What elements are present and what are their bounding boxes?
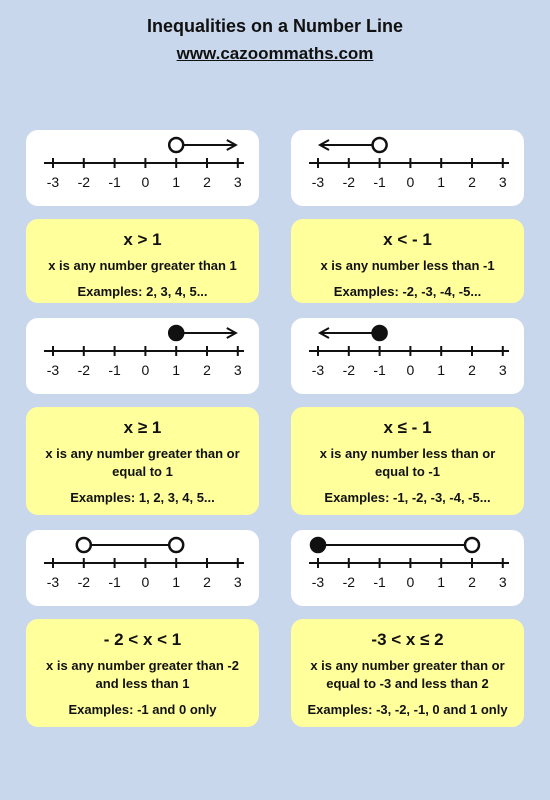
tick-label: 2 — [468, 174, 476, 190]
tick-label: -3 — [46, 574, 60, 590]
tick-label: -1 — [373, 362, 386, 378]
tick-label: -2 — [342, 574, 356, 590]
number-line-card-le-1 — [291, 318, 524, 394]
inequality-label: x < - 1 — [383, 230, 432, 249]
tick-label: 1 — [172, 174, 181, 190]
info-card-ge1 — [26, 407, 259, 515]
page-url[interactable]: www.cazoommaths.com — [176, 44, 374, 63]
inequality-description: x is any number greater than or equal to 1 — [45, 446, 240, 479]
tick-label: -3 — [46, 174, 60, 190]
inequality-examples: Examples: -3, -2, -1, 0 and 1 only — [307, 702, 508, 717]
tick-label: 3 — [233, 362, 242, 378]
tick-label: -2 — [77, 174, 91, 190]
number-line-le-1 — [291, 318, 524, 394]
tick-label: 0 — [406, 574, 415, 590]
inequality-label: - 2 < x < 1 — [103, 630, 182, 649]
tick-label: 2 — [468, 362, 476, 378]
open-endpoint — [465, 538, 479, 552]
inequality-examples: Examples: -1, -2, -3, -4, -5... — [324, 490, 491, 505]
tick-label: -2 — [342, 362, 356, 378]
tick-label: 0 — [141, 362, 150, 378]
tick-label: -2 — [77, 574, 91, 590]
tick-label: 2 — [203, 174, 211, 190]
page-title: Inequalities on a Number Line — [146, 16, 404, 36]
info-card-gt1 — [26, 219, 259, 303]
number-line-between-3-2 — [291, 530, 524, 606]
info-card-le-1 — [291, 407, 524, 515]
tick-label: 2 — [203, 574, 211, 590]
number-line-card-lt-1 — [291, 130, 524, 206]
tick-label: -3 — [311, 174, 325, 190]
info-card-between-3-2 — [291, 619, 524, 727]
tick-label: -3 — [311, 574, 325, 590]
number-line-card-ge1 — [26, 318, 259, 394]
tick-label: 1 — [172, 362, 181, 378]
inequality-label: -3 < x ≤ 2 — [371, 630, 444, 649]
number-line-gt1 — [26, 130, 259, 206]
tick-label: -1 — [373, 174, 386, 190]
inequality-description: x is any number less than or equal to -1 — [319, 446, 496, 479]
inequality-examples: Examples: 1, 2, 3, 4, 5... — [70, 490, 215, 505]
tick-label: 0 — [141, 174, 150, 190]
inequality-examples: Examples: -2, -3, -4, -5... — [333, 284, 482, 299]
open-endpoint — [373, 138, 387, 152]
open-endpoint — [169, 138, 183, 152]
tick-label: 3 — [233, 174, 242, 190]
inequality-label: x ≥ 1 — [123, 418, 162, 437]
tick-label: 3 — [498, 174, 507, 190]
tick-label: 1 — [172, 574, 181, 590]
number-line-lt-1 — [291, 130, 524, 206]
tick-label: 1 — [437, 362, 446, 378]
tick-label: 2 — [203, 362, 211, 378]
tick-label: 3 — [498, 574, 507, 590]
tick-label: -3 — [311, 362, 325, 378]
info-card-lt-1 — [291, 219, 524, 303]
open-endpoint — [169, 538, 183, 552]
inequality-description: x is any number greater than -2 and less than 1 — [46, 658, 239, 691]
inequality-description: x is any number less than -1 — [320, 258, 495, 273]
tick-label: -1 — [108, 362, 121, 378]
number-line-card-between-3-2 — [291, 530, 524, 606]
tick-label: 1 — [437, 574, 446, 590]
closed-endpoint — [169, 326, 183, 340]
tick-label: 1 — [437, 174, 446, 190]
inequality-examples: Examples: -1 and 0 only — [68, 702, 217, 717]
inequality-description: x is any number greater than 1 — [48, 258, 237, 273]
closed-endpoint — [373, 326, 387, 340]
tick-label: -2 — [77, 362, 91, 378]
tick-label: 0 — [406, 362, 415, 378]
number-line-ge1 — [26, 318, 259, 394]
open-endpoint — [77, 538, 91, 552]
tick-label: 3 — [233, 574, 242, 590]
tick-label: 3 — [498, 362, 507, 378]
tick-label: 0 — [141, 574, 150, 590]
tick-label: 0 — [406, 174, 415, 190]
tick-label: -1 — [108, 574, 121, 590]
inequality-label: x ≤ - 1 — [383, 418, 432, 437]
tick-label: -3 — [46, 362, 60, 378]
tick-label: -1 — [108, 174, 121, 190]
number-line-card-between-2-1 — [26, 530, 259, 606]
tick-label: -2 — [342, 174, 356, 190]
tick-label: -1 — [373, 574, 386, 590]
number-line-card-gt1 — [26, 130, 259, 206]
tick-label: 2 — [468, 574, 476, 590]
number-line-between-2-1 — [26, 530, 259, 606]
info-card-between-2-1 — [26, 619, 259, 727]
closed-endpoint — [311, 538, 325, 552]
inequality-description: x is any number greater than or equal to -3 and less than 2 — [310, 658, 505, 691]
inequality-examples: Examples: 2, 3, 4, 5... — [77, 284, 208, 299]
inequality-label: x > 1 — [123, 230, 162, 249]
